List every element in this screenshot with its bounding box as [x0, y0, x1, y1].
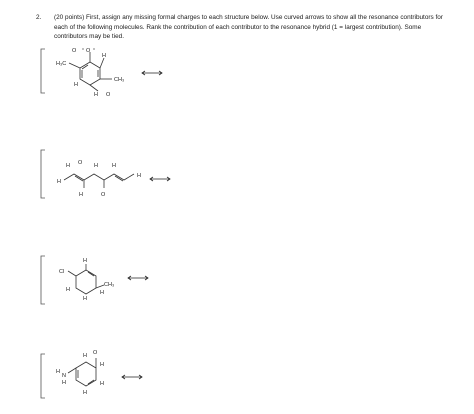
structure-2	[38, 146, 198, 208]
h3c-group: H₃C	[56, 61, 67, 67]
h-atom: H	[83, 353, 87, 359]
h-atom: H	[57, 179, 61, 185]
question-text: (20 points) First, assign any missing formal charges to each structure below. Use curved arrows to show all the resonance contributors for each of the following molecules. Rank the contribution of each contributor to the resonance hybrid (1 = largest contribution). Some contributors may be tied.	[54, 14, 443, 41]
o-atom: O	[106, 92, 111, 98]
h-atom: H	[100, 381, 104, 387]
double-headed-arrow-icon	[122, 375, 142, 379]
ch3-group: CH₃	[104, 282, 115, 288]
h-atom: H	[94, 163, 98, 169]
o-atom: O	[86, 48, 91, 54]
molecule-2	[64, 174, 134, 188]
h-atom: H	[94, 92, 98, 98]
left-bracket	[41, 150, 45, 198]
structure-1-drawing	[38, 46, 198, 108]
ch3-group: CH₃	[114, 77, 125, 83]
left-bracket	[41, 256, 45, 304]
h-atom: H	[83, 296, 87, 302]
left-bracket	[41, 49, 45, 93]
o-atom: O	[78, 160, 83, 166]
h-atom: H	[66, 287, 70, 293]
structure-3-drawing	[38, 252, 198, 314]
structure-1	[38, 46, 198, 108]
lone-pair-dot	[82, 48, 83, 49]
left-bracket	[41, 354, 45, 398]
molecule-3	[68, 264, 104, 294]
h-atom: H	[83, 258, 87, 264]
cl-atom: Cl	[59, 269, 65, 275]
h-atom: H	[137, 173, 141, 179]
double-headed-arrow-icon	[150, 177, 170, 181]
h-atom: H	[83, 390, 87, 396]
h-atom: H	[112, 163, 116, 169]
h-atom: H	[56, 369, 60, 375]
structure-4-drawing	[38, 340, 198, 402]
double-headed-arrow-icon	[142, 71, 162, 75]
question-number: 2.	[36, 14, 42, 21]
h-atom: H	[79, 192, 83, 198]
h-atom: H	[62, 380, 66, 386]
lone-pair-dot	[93, 48, 94, 49]
h-atom: H	[100, 362, 104, 368]
h-atom: H	[66, 163, 70, 169]
h-atom: H	[74, 82, 78, 88]
h-atom: H	[102, 53, 106, 59]
o-atom: O	[93, 350, 98, 356]
structure-2-drawing	[38, 146, 198, 208]
double-headed-arrow-icon	[128, 276, 148, 280]
structure-3	[38, 252, 198, 314]
structure-4	[38, 340, 198, 402]
molecule-4	[68, 358, 96, 386]
o-atom: O	[72, 48, 77, 54]
h-atom: H	[100, 290, 104, 296]
o-atom: O	[101, 192, 106, 198]
n-atom: N	[62, 373, 66, 379]
